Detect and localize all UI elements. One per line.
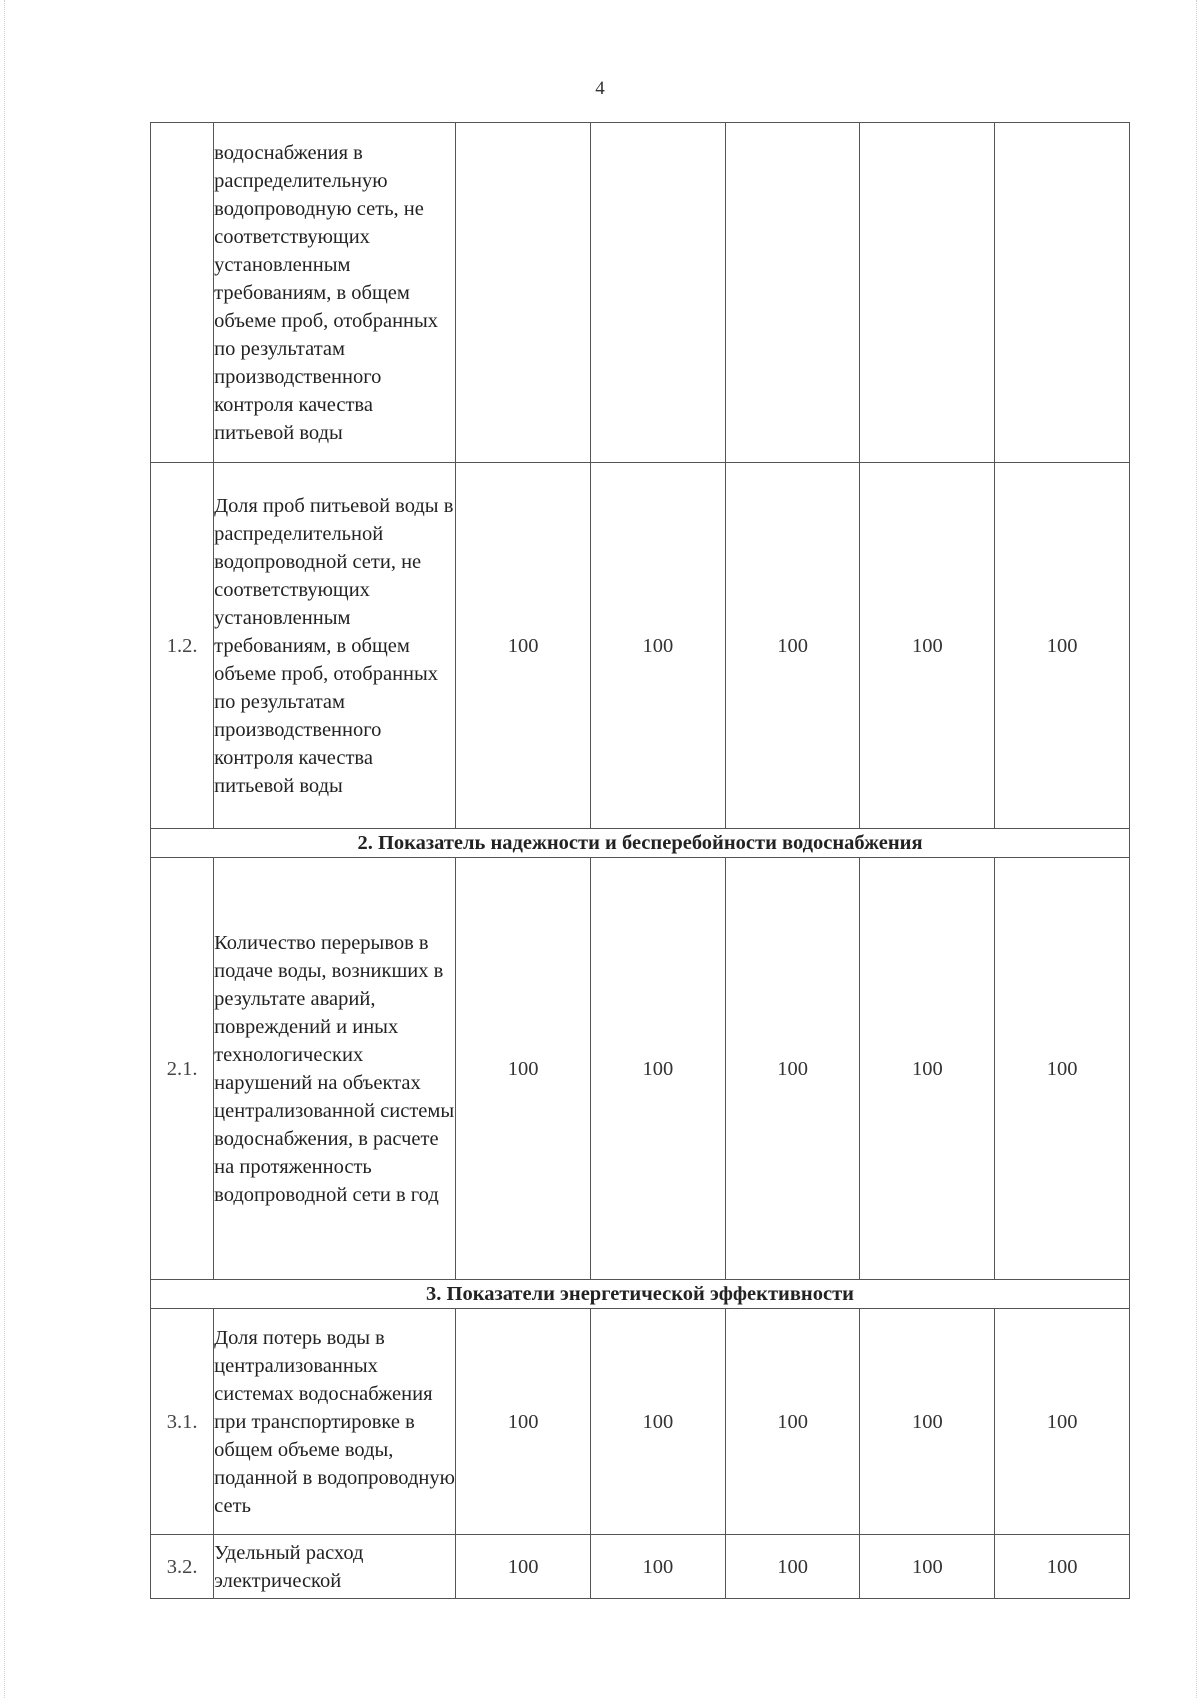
- row-number: 1.2.: [151, 463, 214, 829]
- value-cell: 100: [860, 1309, 995, 1535]
- left-margin-line: [4, 0, 5, 1698]
- value-cell: 100: [725, 1535, 860, 1599]
- table-row: [151, 463, 1130, 829]
- indicator-description: Доля проб питьевой воды в распределительной водопроводной сети, не соответствующих установленным требованиям, в общем объеме проб, отобранных по результатам производственного контроля качества питьевой воды: [214, 463, 456, 829]
- row-number: 3.1.: [151, 1309, 214, 1535]
- value-cell: 100: [591, 1535, 726, 1599]
- section-heading: 3. Показатели энергетической эффективности: [151, 1280, 1130, 1309]
- section-heading: 2. Показатель надежности и бесперебойности водоснабжения: [151, 829, 1130, 858]
- value-cell: 100: [725, 1309, 860, 1535]
- row-number: [151, 123, 214, 463]
- indicator-description: водоснабжения в распределительную водопроводную сеть, не соответствующих установленным требованиям, в общем объеме проб, отобранных по результатам производственного контроля качества питьевой воды: [214, 123, 456, 463]
- value-cell: 100: [860, 463, 995, 829]
- value-cell: 100: [591, 858, 726, 1280]
- value-cell: [995, 123, 1130, 463]
- value-cell: 100: [591, 463, 726, 829]
- section-row: [151, 1280, 1130, 1309]
- section-row: [151, 829, 1130, 858]
- value-cell: 100: [456, 1309, 591, 1535]
- value-cell: 100: [995, 463, 1130, 829]
- table-row: [151, 858, 1130, 1280]
- table-row: [151, 1309, 1130, 1535]
- row-number: 3.2.: [151, 1535, 214, 1599]
- value-cell: 100: [860, 1535, 995, 1599]
- value-cell: 100: [591, 1309, 726, 1535]
- value-cell: [860, 123, 995, 463]
- value-cell: [456, 123, 591, 463]
- indicators-table: [150, 122, 1130, 1599]
- value-cell: [591, 123, 726, 463]
- right-margin-line: [1196, 0, 1197, 1698]
- value-cell: [725, 123, 860, 463]
- value-cell: 100: [456, 1535, 591, 1599]
- value-cell: 100: [995, 858, 1130, 1280]
- indicator-description: Доля потерь воды в централизованных системах водоснабжения при транспортировке в общем объеме воды, поданной в водопроводную сеть: [214, 1309, 456, 1535]
- indicator-description: Количество перерывов в подаче воды, возникших в результате аварий, повреждений и иных технологических нарушений на объектах централизованной системы водоснабжения, в расчете на протяженность водопроводной сети в год: [214, 858, 456, 1280]
- indicator-description: Удельный расход электрической: [214, 1535, 456, 1599]
- value-cell: 100: [860, 858, 995, 1280]
- value-cell: 100: [995, 1535, 1130, 1599]
- value-cell: 100: [725, 463, 860, 829]
- value-cell: 100: [995, 1309, 1130, 1535]
- value-cell: 100: [725, 858, 860, 1280]
- row-number: 2.1.: [151, 858, 214, 1280]
- page-number: 4: [595, 78, 605, 99]
- table-row: [151, 1535, 1130, 1599]
- table-row: [151, 123, 1130, 463]
- value-cell: 100: [456, 463, 591, 829]
- value-cell: 100: [456, 858, 591, 1280]
